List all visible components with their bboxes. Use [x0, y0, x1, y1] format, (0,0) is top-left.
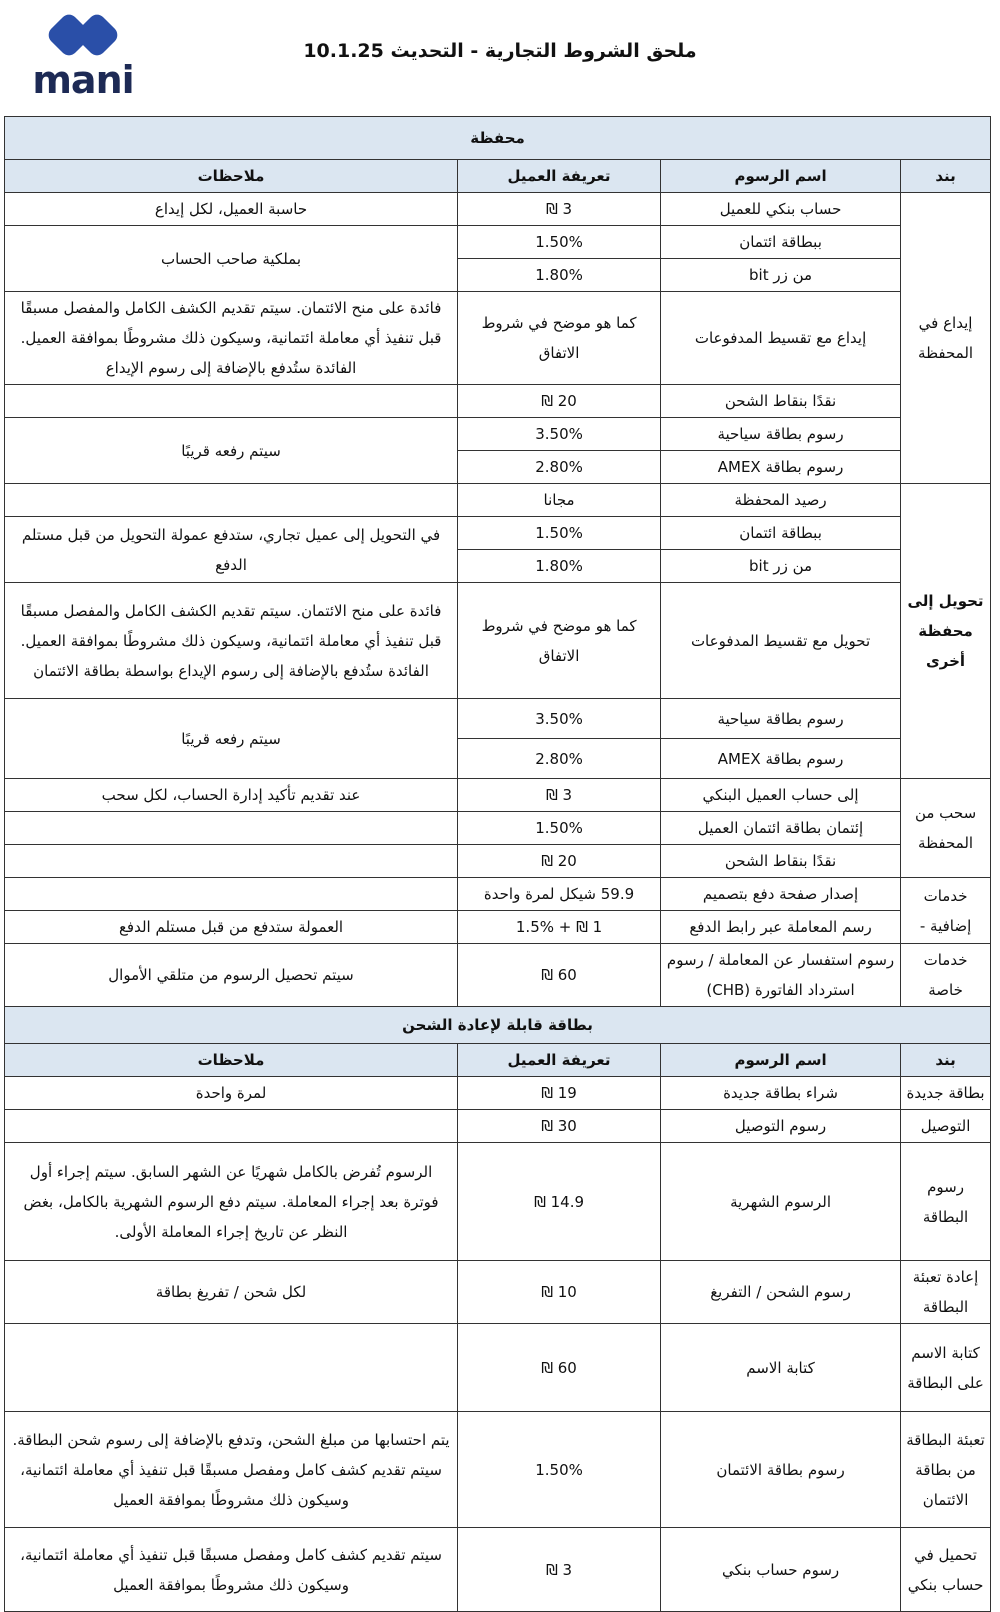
notes: حاسبة العميل، لكل إيداع — [5, 193, 458, 226]
notes: الرسوم تُفرض بالكامل شهريًا عن الشهر السابق. سيتم إجراء أول فوترة بعد إجراء المعاملة. سيتم دفع الرسوم الشهرية بالكامل، بغض النظر عن تاريخ إجراء المعاملة الأولى. — [5, 1143, 458, 1261]
notes — [5, 385, 458, 418]
notes: لكل شحن / تفريغ بطاقة — [5, 1261, 458, 1324]
customer-price: مجانا — [458, 484, 661, 517]
customer-price: 1.80% — [458, 550, 661, 583]
customer-price: 1.50% — [458, 1412, 661, 1528]
section-credit-card-reload: تعبئة البطاقة من بطاقة الائتمان — [901, 1412, 991, 1528]
header-customer-price: تعريفة العميل — [458, 160, 661, 193]
header-section: بند — [901, 1044, 991, 1077]
fee-name: إلى حساب العميل البنكي — [661, 779, 901, 812]
fee-name: رسوم التوصيل — [661, 1110, 901, 1143]
wallet-band: محفظة — [5, 117, 991, 160]
notes — [5, 845, 458, 878]
section-bank-account-load: تحميل في حساب بنكي — [901, 1528, 991, 1612]
notes: سيتم تقديم كشف كامل ومفصل مسبقًا قبل تنفيذ أي معاملة ائتمانية، وسيكون ذلك مشروطًا بموافقة العميل — [5, 1528, 458, 1612]
section-extra-services: خدمات إضافية - — [901, 878, 991, 944]
customer-price: 30 ₪ — [458, 1110, 661, 1143]
customer-price: 60 ₪ — [458, 1324, 661, 1412]
mani-logo-icon — [38, 10, 128, 60]
notes — [5, 1324, 458, 1412]
customer-price: كما هو موضح في شروط الاتفاق — [458, 583, 661, 699]
customer-price: 59.9 شيكل لمرة واحدة — [458, 878, 661, 911]
fee-name: رسوم الشحن / التفريغ — [661, 1261, 901, 1324]
section-withdraw: سحب من المحفظة — [901, 779, 991, 878]
notes: بملكية صاحب الحساب — [5, 226, 458, 292]
fee-name: رسوم بطاقة سياحية — [661, 699, 901, 739]
fee-name: رسوم بطاقة AMEX — [661, 451, 901, 484]
fee-name: رسوم حساب بنكي — [661, 1528, 901, 1612]
customer-price: 1.50% — [458, 226, 661, 259]
header-notes: ملاحظات — [5, 160, 458, 193]
fee-name: رسوم استفسار عن المعاملة / رسوم استرداد الفاتورة (CHB) — [661, 944, 901, 1007]
customer-price: 3.50% — [458, 418, 661, 451]
customer-price: 60 ₪ — [458, 944, 661, 1007]
notes: سيتم رفعه قريبًا — [5, 418, 458, 484]
terms-table — [4, 116, 991, 1612]
fee-name: حساب بنكي للعميل — [661, 193, 901, 226]
fee-name: رسم المعاملة عبر رابط الدفع — [661, 911, 901, 944]
customer-price: كما هو موضح في شروط الاتفاق — [458, 292, 661, 385]
notes: فائدة على منح الائتمان. سيتم تقديم الكشف الكامل والمفصل مسبقًا قبل تنفيذ أي معاملة ائتمانية، وسيكون ذلك مشروطًا بموافقة العميل. الفائدة ستُدفع بالإضافة إلى رسوم الإيداع — [5, 292, 458, 385]
section-special-services: خدمات خاصة — [901, 944, 991, 1007]
customer-price: 3.50% — [458, 699, 661, 739]
fee-name: من زر bit — [661, 259, 901, 292]
page-title: ملحق الشروط التجارية - التحديث 10.1.25 — [303, 40, 697, 62]
customer-price: 14.9 ₪ — [458, 1143, 661, 1261]
notes: يتم احتسابها من مبلغ الشحن، وتدفع بالإضافة إلى رسوم شحن البطاقة. سيتم تقديم كشف كامل ومفصل مسبقًا قبل تنفيذ أي معاملة ائتمانية، وسيكون ذلك مشروطًا بموافقة العميل — [5, 1412, 458, 1528]
header-fee-name: اسم الرسوم — [661, 160, 901, 193]
fee-name: إصدار صفحة دفع بتصميم — [661, 878, 901, 911]
fee-name: ببطاقة ائتمان — [661, 226, 901, 259]
customer-price: 1.50% — [458, 812, 661, 845]
fee-name: شراء بطاقة جديدة — [661, 1077, 901, 1110]
fee-name: من زر bit — [661, 550, 901, 583]
fee-name: إئتمان بطاقة ائتمان العميل — [661, 812, 901, 845]
fee-name: رسوم بطاقة AMEX — [661, 739, 901, 779]
customer-price: 3 ₪ — [458, 779, 661, 812]
notes: عند تقديم تأكيد إدارة الحساب، لكل سحب — [5, 779, 458, 812]
fee-name: كتابة الاسم — [661, 1324, 901, 1412]
fee-name: إيداع مع تقسيط المدفوعات — [661, 292, 901, 385]
section-deposit: إيداع في المحفظة — [901, 193, 991, 484]
header-customer-price: تعريفة العميل — [458, 1044, 661, 1077]
fee-name: نقدًا بنقاط الشحن — [661, 845, 901, 878]
section-card-reload: إعادة تعبئة البطاقة — [901, 1261, 991, 1324]
notes — [5, 1110, 458, 1143]
card-band: بطاقة قابلة لإعادة الشحن — [5, 1007, 991, 1044]
customer-price: 3 ₪ — [458, 193, 661, 226]
fee-name: نقدًا بنقاط الشحن — [661, 385, 901, 418]
fee-name: رصيد المحفظة — [661, 484, 901, 517]
section-transfer: تحويل إلى محفظة أخرى — [901, 484, 991, 779]
customer-price: 19 ₪ — [458, 1077, 661, 1110]
notes: سيتم رفعه قريبًا — [5, 699, 458, 779]
notes — [5, 812, 458, 845]
notes: العمولة ستدفع من قبل مستلم الدفع — [5, 911, 458, 944]
fee-name: ببطاقة ائتمان — [661, 517, 901, 550]
customer-price: 20 ₪ — [458, 845, 661, 878]
customer-price: 20 ₪ — [458, 385, 661, 418]
notes: في التحويل إلى عميل تجاري، ستدفع عمولة التحويل من قبل مستلم الدفع — [5, 517, 458, 583]
section-new-card: بطاقة جديدة — [901, 1077, 991, 1110]
section-delivery: التوصيل — [901, 1110, 991, 1143]
brand-wordmark: mani — [32, 58, 134, 102]
section-name-on-card: كتابة الاسم على البطاقة — [901, 1324, 991, 1412]
fee-name: تحويل مع تقسيط المدفوعات — [661, 583, 901, 699]
header-notes: ملاحظات — [5, 1044, 458, 1077]
header-section: بند — [901, 160, 991, 193]
customer-price: 10 ₪ — [458, 1261, 661, 1324]
fee-name: رسوم بطاقة الائتمان — [661, 1412, 901, 1528]
customer-price: 1 ₪ + 1.5% — [458, 911, 661, 944]
customer-price: 2.80% — [458, 451, 661, 484]
notes: سيتم تحصيل الرسوم من متلقي الأموال — [5, 944, 458, 1007]
notes — [5, 878, 458, 911]
notes: لمرة واحدة — [5, 1077, 458, 1110]
customer-price: 1.50% — [458, 517, 661, 550]
brand-logo — [28, 10, 138, 102]
customer-price: 3 ₪ — [458, 1528, 661, 1612]
fee-name: الرسوم الشهرية — [661, 1143, 901, 1261]
fee-name: رسوم بطاقة سياحية — [661, 418, 901, 451]
notes — [5, 484, 458, 517]
customer-price: 1.80% — [458, 259, 661, 292]
customer-price: 2.80% — [458, 739, 661, 779]
notes: فائدة على منح الائتمان. سيتم تقديم الكشف الكامل والمفصل مسبقًا قبل تنفيذ أي معاملة ائتمانية، وسيكون ذلك مشروطًا بموافقة العميل. الفائدة ستُدفع بالإضافة إلى رسوم الإيداع بواسطة بطاقة الائتمان — [5, 583, 458, 699]
section-card-fees: رسوم البطاقة — [901, 1143, 991, 1261]
header-fee-name: اسم الرسوم — [661, 1044, 901, 1077]
